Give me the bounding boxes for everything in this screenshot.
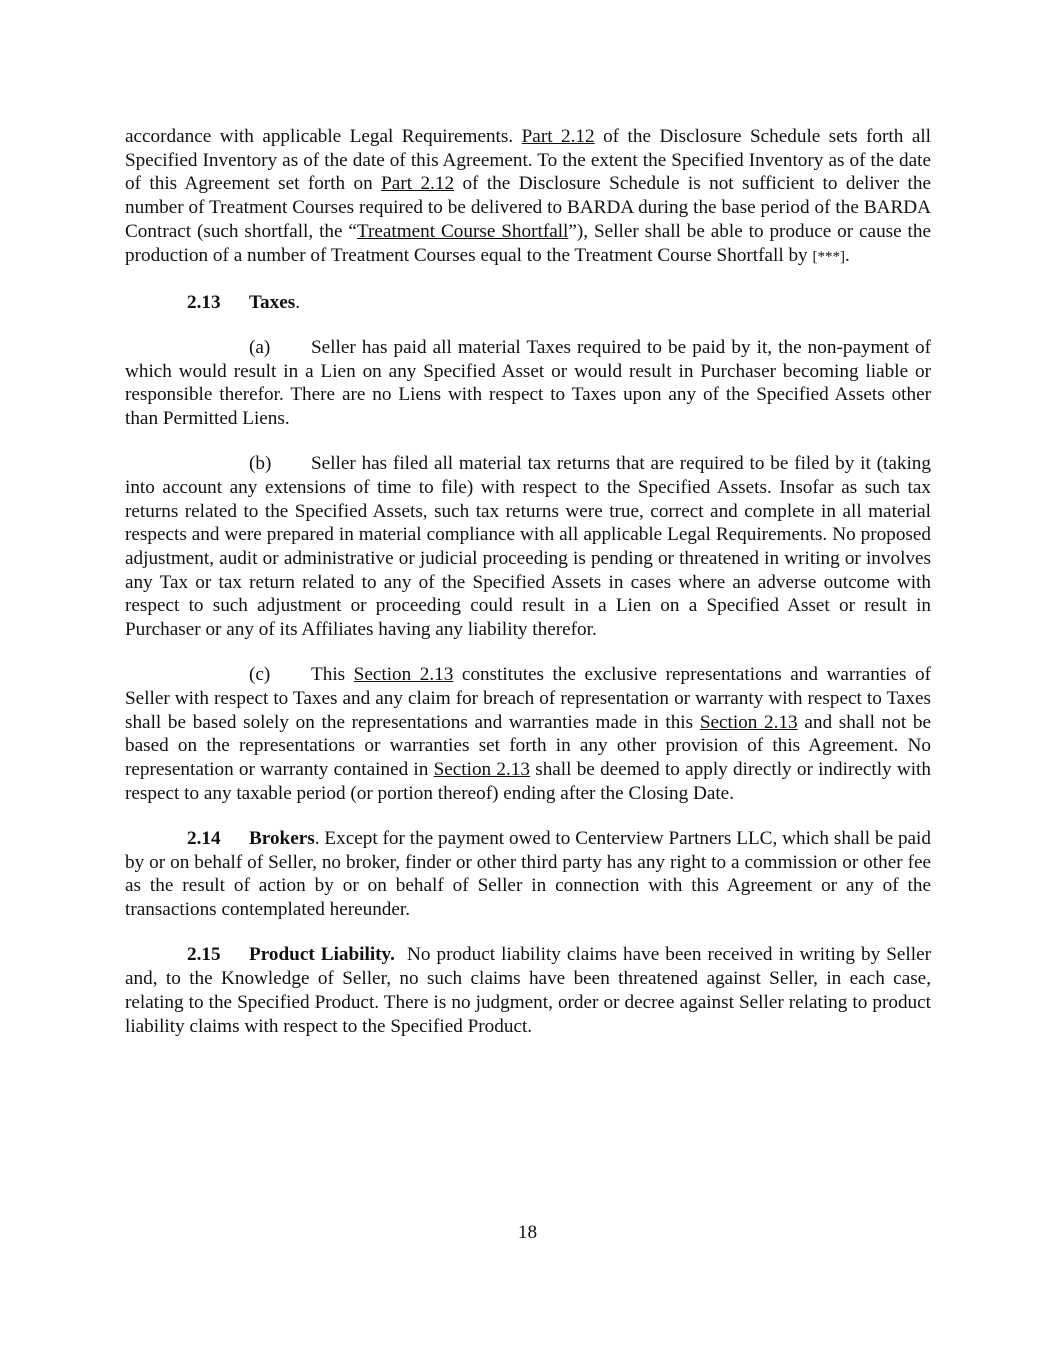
subsection-label: (c): [249, 664, 271, 686]
text: constitutes the exclusive representations and warranties of Seller with respect to Taxes and any claim for breach of representation or warranty with respect to Taxes shall be based solely on the representations and warranties made in this: [125, 664, 931, 733]
text: No product liability claims have been received in writing by Seller and, to the Knowledge of Seller, no such claims have been threatened against Seller, in each case, relating to the Specified Product. There is no judgment, order or decree against Seller relating to product liability claims with respect to the Specified Product.: [125, 944, 936, 1037]
paragraph-inventory: [125, 125, 931, 269]
subsection-label: (a): [249, 336, 271, 358]
text: Seller has filed all material tax returns that are required to be filed by it (taking into account any extensions of time to file) with respect to the Specified Assets. Insofar as such tax returns related to the Specified Assets, such tax returns were true, correct and complete in all material respects and were prepared in material compliance with all applicable Legal Requirements. No proposed adjustment, audit or administrative or judicial proceeding is pending or threatened in writing or involves any Tax or tax return related to any of the Specified Assets in cases where an adverse outcome with respect to such adjustment or proceeding could result in a Lien on a Specified Asset or result in Purchaser or any of its Affiliates having any liability therefor.: [125, 453, 931, 641]
text: .: [844, 244, 850, 266]
subsection-b: [125, 452, 931, 642]
text: Seller has paid all material Taxes required to be paid by it, the non-payment of which would result in a Lien on any Specified Asset or would result in Purchaser becoming liable or responsible therefor. There are no Liens with respect to Taxes upon any of the Specified Assets other than Permitted Liens.: [125, 336, 931, 430]
section-title: Product Liability.: [249, 944, 395, 966]
section-number: 2.14: [187, 828, 221, 850]
part-2-12-reference: Part 2.12: [521, 126, 595, 147]
text: accordance with applicable Legal Requirements.: [125, 126, 522, 147]
text: . Except for the payment owed to Centerview Partners LLC, which shall be paid by or on behalf of Seller, no broker, finder or other third party has any right to a commission or other fee as the result of action by or on behalf of Seller in connection with this Agreement or any of the transactions contemplated hereunder.: [125, 828, 931, 921]
subsection-label: (b): [249, 453, 272, 475]
page-number: 18: [517, 1222, 538, 1243]
defined-term: Treatment Course Shortfall: [356, 220, 569, 242]
subsection-a: [125, 336, 931, 431]
section-number: 2.15: [187, 944, 221, 966]
text: .: [295, 291, 301, 313]
section-reference: Section 2.13: [433, 759, 530, 781]
subsection-c: [125, 663, 931, 805]
section-2-15: [125, 943, 936, 1038]
section-reference: Section 2.13: [699, 711, 798, 733]
text: of the Disclosure Schedule is not sufficient to deliver the number of Treatment Courses required to be delivered to BARDA during the base period of the BARDA Contract (such shortfall, the “: [125, 173, 932, 242]
section-2-14: [125, 827, 931, 922]
text: of the Disclosure Schedule sets forth all Specified Inventory as of the date of this Agreement. To the extent the Specified Inventory as of the date of this Agreement set forth on: [125, 126, 931, 195]
text: and shall not be based on the representations or warranties set forth in any other provision of this Agreement. No representation or warranty contained in: [125, 711, 931, 781]
text: This: [311, 664, 354, 686]
text: ”), Seller shall be able to produce or cause the production of a number of Treatment Courses equal to the Treatment Course Shortfall by: [125, 220, 931, 266]
section-title: Brokers: [249, 828, 315, 850]
section-reference: Section 2.13: [353, 664, 454, 686]
section-title: Taxes: [249, 291, 296, 313]
redaction-marker: [***]: [812, 248, 845, 265]
document-page: [125, 125, 936, 1060]
section-2-13-heading: [125, 291, 931, 315]
section-number: 2.13: [187, 291, 221, 313]
text: shall be deemed to apply directly or indirectly with respect to any taxable period (or portion thereof) ending after the Closing Date.: [125, 759, 931, 804]
part-2-12-reference: Part 2.12: [381, 173, 455, 195]
